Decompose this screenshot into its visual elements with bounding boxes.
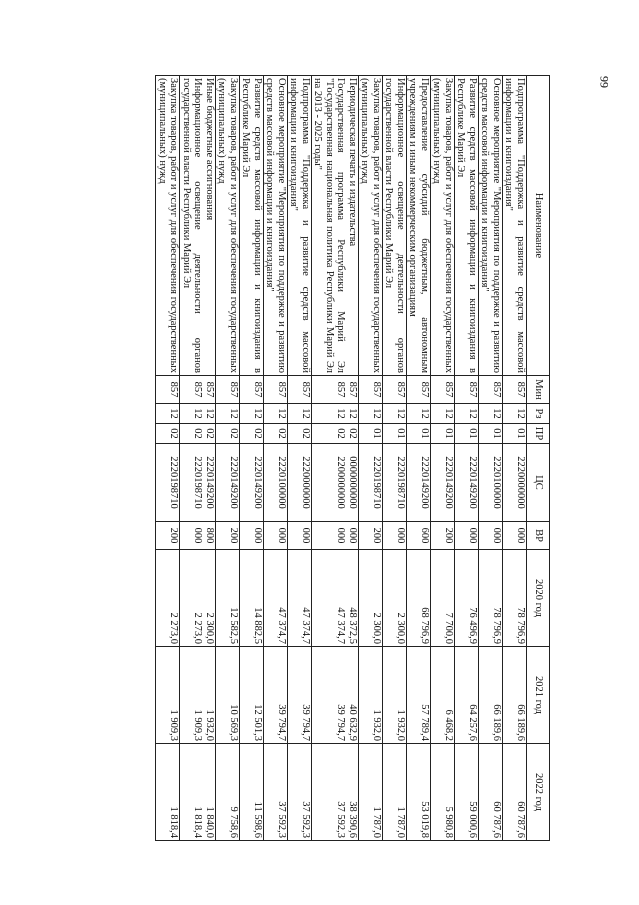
- row-2021: 66 189,6: [479, 647, 503, 744]
- row-pr: 02: [347, 428, 358, 439]
- row-2020: 2 273,0: [156, 550, 180, 647]
- table-row: [503, 76, 527, 841]
- row-2021: 1 909,3: [156, 647, 180, 744]
- row-cs: 2220149200: [216, 444, 240, 522]
- row-2020: 7 700,0: [431, 550, 455, 647]
- row-vr: 600: [407, 522, 431, 550]
- table-row-group: [180, 76, 216, 841]
- row-2022: 38 390,6: [347, 801, 358, 838]
- row-2022: 53 019,8: [407, 744, 431, 841]
- row-2022: 59 000,6: [455, 744, 479, 841]
- table-header-row: [527, 76, 550, 841]
- row-rz: 12: [335, 408, 347, 419]
- row-rz: 12: [216, 404, 240, 424]
- row-2022: 5 980,8: [431, 744, 455, 841]
- row-rz: 12: [288, 404, 312, 424]
- table-row: [216, 76, 240, 841]
- row-pr: 01: [431, 424, 455, 444]
- row-2022: 1 787,0: [383, 744, 407, 841]
- row-2021: 39 794,7: [288, 647, 312, 744]
- row-min: 857: [335, 381, 347, 398]
- row-2020: 47 374,7: [335, 607, 347, 644]
- row-2022: 37 592,3: [335, 801, 347, 838]
- header-2022: 2022 год: [527, 744, 550, 841]
- row-min: 857: [503, 376, 527, 404]
- row-name: Информационное освещение деятельности органов государственной власти Республики Марий Эл: [383, 76, 407, 376]
- row-2021: 64 257,6: [455, 647, 479, 744]
- table-row: [264, 76, 288, 841]
- row-name: Закупка товаров, работ и услуг для обеспечения государственных (муниципальных) нужд: [359, 76, 383, 376]
- table-row: [455, 76, 479, 841]
- row-min: 857: [347, 381, 358, 398]
- row-pr: 02: [288, 424, 312, 444]
- row-rz: 12: [240, 404, 264, 424]
- row-2022: 1 840,0: [204, 806, 215, 838]
- row-cs: 2220149200: [431, 444, 455, 522]
- row-name: Развитие средств массовой информации и книгоиздания в Республике Марий Эл: [455, 76, 479, 376]
- row-pr: 02: [192, 428, 204, 439]
- row-pr: 01: [383, 424, 407, 444]
- row-rz-group: [180, 404, 216, 424]
- row-vr-group: [180, 522, 216, 550]
- row-2021: 66 189,6: [503, 647, 527, 744]
- row-name: Государственная программа Республики Марий Эл "Государственная национальная политика Республики Марий Эл на 2013 - 2025 годы": [312, 78, 347, 373]
- row-2022: 9 758,6: [216, 744, 240, 841]
- row-cs: 2220100000: [479, 444, 503, 522]
- row-pr: 01: [455, 424, 479, 444]
- row-cs: 2200000000: [335, 456, 347, 509]
- row-2022: 60 787,6: [479, 744, 503, 841]
- row-cs: 2220149200: [240, 444, 264, 522]
- row-2022-group: [312, 744, 359, 841]
- row-cs: 2220100000: [264, 444, 288, 522]
- row-pr-group: [180, 424, 216, 444]
- row-min: 857: [204, 381, 215, 398]
- row-min: 857: [264, 376, 288, 404]
- row-name: Информационное освещение деятельности органов государственной власти Республики Марий Эл: [181, 78, 204, 373]
- row-rz: 12: [479, 404, 503, 424]
- budget-table-sheet: [95, 75, 550, 840]
- header-2020: 2020 год: [527, 550, 550, 647]
- row-min-group: [180, 376, 216, 404]
- page-number: 99: [597, 76, 612, 88]
- row-cs: 2220198710: [156, 444, 180, 522]
- row-name: Подпрограмма "Поддержка и развитие средств массовой информации и книгоиздания": [503, 76, 527, 376]
- row-vr-group: [312, 522, 359, 550]
- row-pr-group: [312, 424, 359, 444]
- row-pr: 01: [407, 424, 431, 444]
- row-2020: 14 882,5: [240, 550, 264, 647]
- row-rz: 12: [156, 404, 180, 424]
- header-vr: ВР: [527, 522, 550, 550]
- row-vr: 000: [455, 522, 479, 550]
- row-cs: 2220000000: [288, 444, 312, 522]
- row-vr: 000: [383, 522, 407, 550]
- row-min: 857: [479, 376, 503, 404]
- row-cs: 2220198710: [383, 444, 407, 522]
- row-name: Развитие средств массовой информации и книгоиздания в Республике Марий Эл: [240, 76, 264, 376]
- row-rz: 12: [455, 404, 479, 424]
- table-row: [479, 76, 503, 841]
- row-2021: 1 932,0: [204, 709, 215, 741]
- row-vr: 000: [264, 522, 288, 550]
- row-name: Закупка товаров, работ и услуг для обеспечения государственных (муниципальных) нужд: [156, 76, 180, 376]
- row-2021: 1 909,3: [192, 709, 204, 741]
- row-cs: 2220149200: [204, 456, 215, 509]
- header-cs: ЦС: [527, 444, 550, 522]
- row-2020: 2 300,0: [383, 550, 407, 647]
- row-name: Предоставление субсидий бюджетным, автономным учреждениям и иным некоммерческим организациям: [407, 76, 431, 376]
- row-min: 857: [156, 376, 180, 404]
- row-2022: 60 787,6: [503, 744, 527, 841]
- row-2020: 47 374,7: [264, 550, 288, 647]
- row-min: 857: [383, 376, 407, 404]
- row-2022: 37 592,3: [264, 744, 288, 841]
- row-name: Иные бюджетные ассигнования: [204, 78, 215, 221]
- row-2021: 39 794,7: [264, 647, 288, 744]
- row-vr: 200: [359, 522, 383, 550]
- row-vr: 000: [479, 522, 503, 550]
- row-2021: 12 501,3: [240, 647, 264, 744]
- row-pr: 02: [264, 424, 288, 444]
- row-name: Закупка товаров, работ и услуг для обеспечения государственных (муниципальных) нужд: [216, 76, 240, 376]
- row-2021: 40 632,9: [347, 704, 358, 741]
- row-name: Закупка товаров, работ и услуг для обеспечения государственных (муниципальных) нужд: [431, 76, 455, 376]
- row-name: Периодическая печать и издательства: [347, 78, 358, 247]
- row-rz-group: [312, 404, 359, 424]
- row-cs: 2220198710: [192, 456, 204, 509]
- table-row: [383, 76, 407, 841]
- row-pr: 02: [335, 428, 347, 439]
- row-cs: 0000000000: [347, 456, 358, 509]
- row-name-group: [312, 76, 359, 376]
- row-2022-group: [180, 744, 216, 841]
- row-vr: 800: [204, 527, 215, 544]
- row-2021-group: [312, 647, 359, 744]
- row-pr: 02: [204, 428, 215, 439]
- row-name: Подпрограмма "Поддержка и развитие средств массовой информации и книгоиздания": [288, 76, 312, 376]
- header-min: Мин: [527, 376, 550, 404]
- row-cs-group: [312, 444, 359, 522]
- row-min: 857: [192, 381, 204, 398]
- row-vr: 200: [431, 522, 455, 550]
- table-row: [240, 76, 264, 841]
- row-2022: 1 818,4: [156, 744, 180, 841]
- row-vr: 000: [347, 527, 358, 544]
- table-row: [156, 76, 180, 841]
- row-cs: 2220149200: [407, 444, 431, 522]
- row-2020-group: [312, 550, 359, 647]
- row-rz: 12: [383, 404, 407, 424]
- row-2020: 78 796,9: [479, 550, 503, 647]
- row-2021: 10 569,3: [216, 647, 240, 744]
- row-2020: 76 496,9: [455, 550, 479, 647]
- table-row-group: [312, 76, 359, 841]
- row-vr: 200: [156, 522, 180, 550]
- row-vr: 000: [335, 527, 347, 544]
- row-2020: 78 796,9: [503, 550, 527, 647]
- row-2022: 37 592,3: [288, 744, 312, 841]
- row-2021: 1 932,0: [359, 647, 383, 744]
- row-pr: 02: [156, 424, 180, 444]
- header-2021: 2021 год: [527, 647, 550, 744]
- table-row: [407, 76, 431, 841]
- row-2021-group: [180, 647, 216, 744]
- row-rz: 12: [264, 404, 288, 424]
- row-cs: 2220198710: [359, 444, 383, 522]
- row-cs: 2220149200: [455, 444, 479, 522]
- row-min: 857: [431, 376, 455, 404]
- row-name: Основное мероприятие "Мероприятия по поддержке и развитию средств массовой информации и книгоиздания": [479, 76, 503, 376]
- row-rz: 12: [204, 408, 215, 419]
- row-vr: 000: [503, 522, 527, 550]
- row-min-group: [312, 376, 359, 404]
- row-rz: 12: [503, 404, 527, 424]
- header-rz: Рз: [527, 404, 550, 424]
- rotated-table-wrapper: [95, 75, 550, 840]
- table-row: [359, 76, 383, 841]
- row-vr: 000: [240, 522, 264, 550]
- row-rz: 12: [347, 408, 358, 419]
- row-min: 857: [216, 376, 240, 404]
- row-pr: 02: [216, 424, 240, 444]
- row-pr: 01: [503, 424, 527, 444]
- row-cs-group: [180, 444, 216, 522]
- row-2022: 11 598,6: [240, 744, 264, 841]
- row-2020: 2 273,0: [192, 612, 204, 644]
- row-2020-group: [180, 550, 216, 647]
- row-vr: 000: [192, 527, 204, 544]
- table-row: [288, 76, 312, 841]
- row-pr: 01: [479, 424, 503, 444]
- row-2020: 2 300,0: [359, 550, 383, 647]
- row-pr: 01: [359, 424, 383, 444]
- row-2021: 57 789,4: [407, 647, 431, 744]
- row-min: 857: [407, 376, 431, 404]
- row-2021: 6 468,2: [431, 647, 455, 744]
- row-2021: 1 932,0: [383, 647, 407, 744]
- row-rz: 12: [431, 404, 455, 424]
- row-2021: 39 794,7: [335, 704, 347, 741]
- row-2020: 68 796,9: [407, 550, 431, 647]
- row-name: Основное мероприятие "Мероприятия по поддержке и развитию средств массовой информации и книгоиздания": [264, 76, 288, 376]
- row-name-group: [180, 76, 216, 376]
- row-pr: 02: [240, 424, 264, 444]
- row-2020: 2 300,0: [204, 612, 215, 644]
- row-2020: 48 372,5: [347, 607, 358, 644]
- row-min: 857: [455, 376, 479, 404]
- row-vr: 000: [288, 522, 312, 550]
- row-2020: 47 374,7: [288, 550, 312, 647]
- row-min: 857: [240, 376, 264, 404]
- row-min: 857: [288, 376, 312, 404]
- row-min: 857: [359, 376, 383, 404]
- row-2022: 1 818,4: [192, 806, 204, 838]
- row-2022: 1 787,0: [359, 744, 383, 841]
- row-rz: 12: [192, 408, 204, 419]
- header-pr: ПР: [527, 424, 550, 444]
- budget-table: [156, 75, 551, 841]
- row-cs: 2220000000: [503, 444, 527, 522]
- table-row: [431, 76, 455, 841]
- header-name: Наименование: [527, 76, 550, 376]
- row-rz: 12: [359, 404, 383, 424]
- row-vr: 200: [216, 522, 240, 550]
- row-2020: 12 582,5: [216, 550, 240, 647]
- row-rz: 12: [407, 404, 431, 424]
